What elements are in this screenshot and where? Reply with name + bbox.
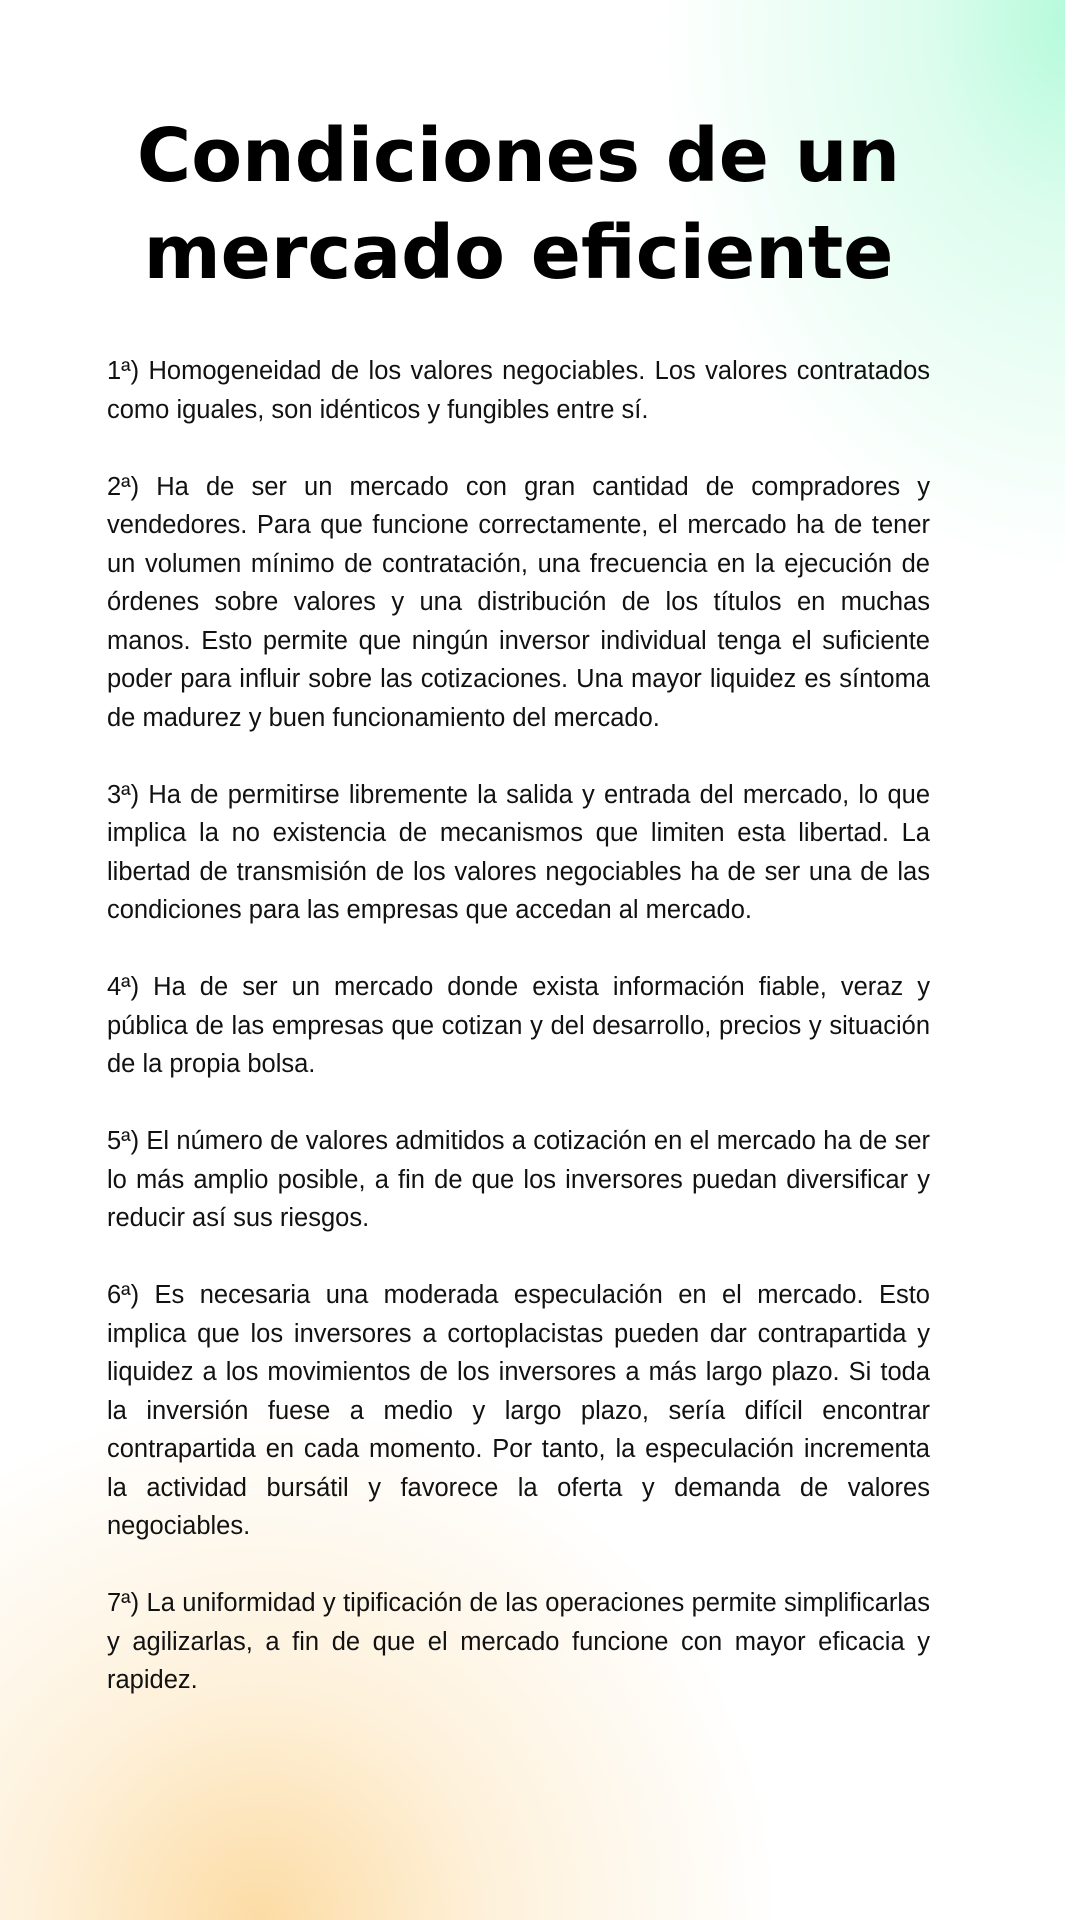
document-page (107, 0, 930, 1920)
page-title (107, 108, 930, 302)
title-line-1: Condiciones de un (136, 113, 901, 199)
condition-paragraph-2: 2ª) Ha de ser un mercado con gran cantidad de compradores y vendedores. Para que funcione correctamente, el mercado ha de tener un volumen mínimo de contratación, una frecuencia en la ejecución de órdenes sobre valores y una distribución de los títulos en muchas manos. Esto permite que ningún inversor individual tenga el suficiente poder para influir sobre las cotizaciones. Una mayor liquidez es síntoma de madurez y buen funcionamiento del mercado. (107, 472, 930, 732)
title-line-2: mercado eficiente (143, 210, 894, 296)
right-edge-band (1065, 0, 1080, 1920)
condition-paragraph-1: 1ª) Homogeneidad de los valores negociables. Los valores contratados como iguales, son idénticos y fungibles entre sí. (107, 357, 930, 424)
condition-paragraph-6: 6ª) Es necesaria una moderada especulación en el mercado. Esto implica que los inversores a cortoplacistas pueden dar contrapartida y liquidez a los movimientos de los inversores a más largo plazo. Si toda la inversión fuese a medio y largo plazo, sería difícil encontrar contrapartida en cada momento. Por tanto, la especulación incrementa la actividad bursátil y favorece la oferta y demanda de valores negociables. (107, 1281, 930, 1540)
condition-paragraph-5: 5ª) El número de valores admitidos a cotización en el mercado ha de ser lo más amplio posible, a fin de que los inversores puedan diversificar y reducir así sus riesgos. (107, 1127, 930, 1232)
condition-paragraph-7: 7ª) La uniformidad y tipificación de las operaciones permite simplificarlas y agilizarlas, a fin de que el mercado funcione con mayor eficacia y rapidez. (107, 1589, 930, 1694)
condition-paragraph-4: 4ª) Ha de ser un mercado donde exista información fiable, veraz y pública de las empresas que cotizan y del desarrollo, precios y situación de la propia bolsa. (107, 973, 930, 1078)
condition-paragraph-3: 3ª) Ha de permitirse libremente la salida y entrada del mercado, lo que implica la no existencia de mecanismos que limiten esta libertad. La libertad de transmisión de los valores negociables ha de ser una de las condiciones para las empresas que accedan al mercado. (107, 780, 930, 924)
conditions-list (107, 352, 930, 1700)
